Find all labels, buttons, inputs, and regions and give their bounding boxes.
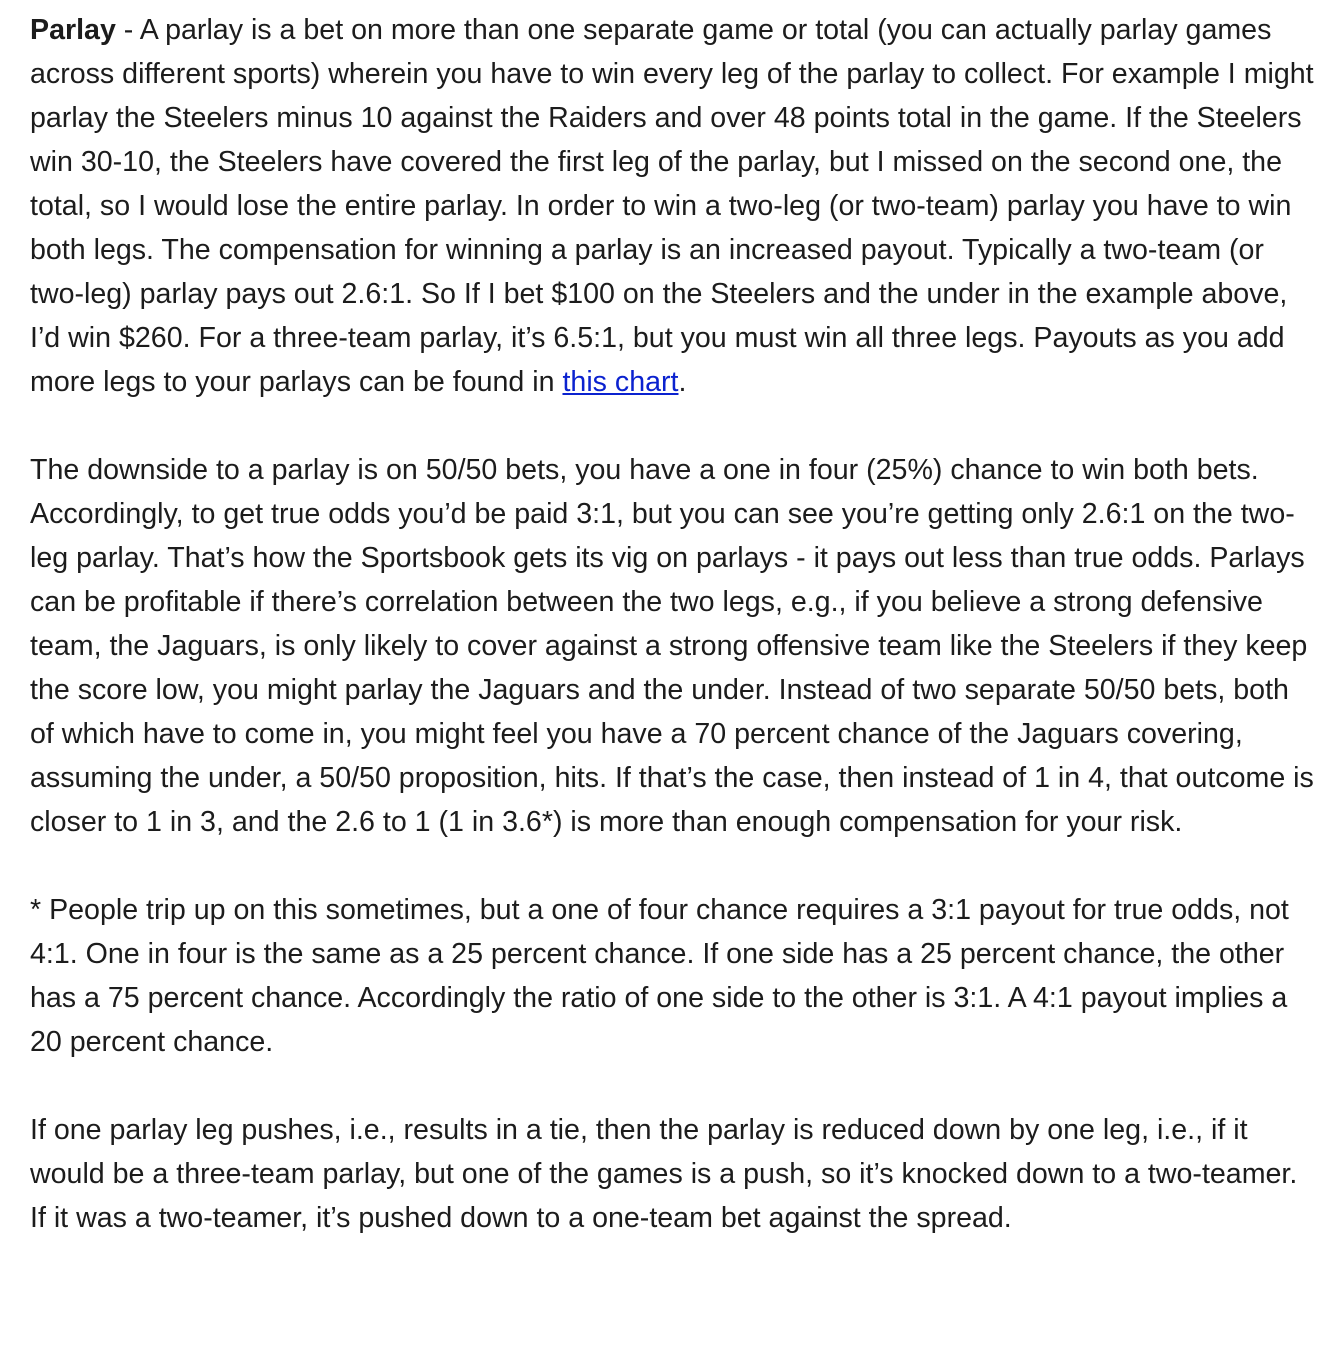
parlay-definition-text: - A parlay is a bet on more than one separate game or total (you can actually parlay games across different sports) wherein you have to win every leg of the parlay to collect. For example I might parlay the Steelers minus 10 against the Raiders and over 48 points total in the game. If the Steelers win 30-10, the Steelers have covered the first leg of the parlay, but I missed on the second one, the total, so I would lose the entire parlay. In order to win a two-leg (or two-team) parlay you have to win both legs. The compensation for winning a parlay is an increased payout. Typically a two-team (or two-leg) parlay pays out 2.6:1. So If I bet $100 on the Steelers and the under in the example above, I’d win $260. For a three-team parlay, it’s 6.5:1, but you must win all three legs. Payouts as you add more legs to your parlays can be found in xyxy=(30,14,1314,398)
paragraph-push-rule: If one parlay leg pushes, i.e., results in a tie, then the parlay is reduced down by one leg, i.e., if it would be a three-team parlay, but one of the games is a push, so it’s knocked down to a two-teamer. If it was a two-teamer, it’s pushed down to a one-team bet against the spread. xyxy=(30,1114,1298,1234)
parlay-definition-end: . xyxy=(678,366,687,398)
term-parlay: Parlay xyxy=(30,14,116,46)
article-body xyxy=(30,8,1320,1240)
paragraph-parlay-definition xyxy=(30,8,1320,404)
this-chart-link[interactable]: this chart xyxy=(562,366,679,398)
paragraph-footnote: * People trip up on this sometimes, but a one of four chance requires a 3:1 payout for true odds, not 4:1. One in four is the same as a 25 percent chance. If one side has a 25 percent chance, the other has a 75 percent chance. Accordingly the ratio of one side to the other is 3:1. A 4:1 payout implies a 20 percent chance. xyxy=(30,894,1289,1058)
paragraph-parlay-downside: The downside to a parlay is on 50/50 bets, you have a one in four (25%) chance to win both bets. Accordingly, to get true odds you’d be paid 3:1, but you can see you’re getting only 2.6:1 on the two-leg parlay. That’s how the Sportsbook gets its vig on parlays - it pays out less than true odds. Parlays can be profitable if there’s correlation between the two legs, e.g., if you believe a strong defensive team, the Jaguars, is only likely to cover against a strong offensive team like the Steelers if they keep the score low, you might parlay the Jaguars and the under. Instead of two separate 50/50 bets, both of which have to come in, you might feel you have a 70 percent chance of the Jaguars covering, assuming the under, a 50/50 proposition, hits. If that’s the case, then instead of 1 in 4, that outcome is closer to 1 in 3, and the 2.6 to 1 (1 in 3.6*) is more than enough compensation for your risk. xyxy=(30,454,1314,838)
